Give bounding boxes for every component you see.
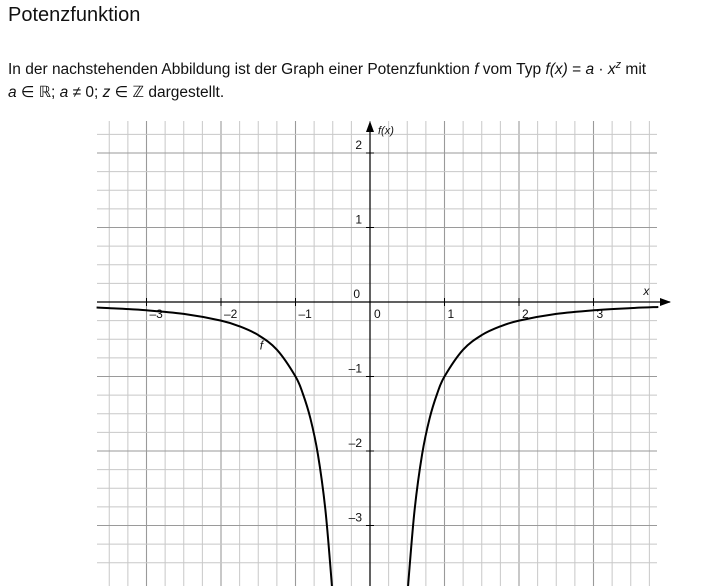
x-tick-label: –3: [149, 307, 163, 321]
page-title: Potenzfunktion: [8, 4, 141, 26]
y-tick-label: 2: [355, 138, 362, 152]
x-tick-label: –2: [224, 307, 238, 321]
y-tick-label: –3: [348, 510, 362, 525]
intro-part: =: [567, 61, 586, 79]
intro-math: z: [615, 59, 622, 71]
intro-math: f: [474, 61, 479, 79]
x-tick-label: 1: [447, 307, 455, 321]
intro-math: f(x): [545, 61, 568, 79]
y-tick-label: 1: [355, 212, 362, 227]
y-axis-label: f(x): [378, 125, 394, 137]
intro-math: x: [607, 61, 616, 79]
x-tick-label: –1: [298, 307, 312, 321]
x-axis-label: x: [643, 284, 650, 298]
intro-part: ≠ 0;: [68, 84, 103, 102]
curve-label: f: [259, 338, 264, 353]
intro-math: a: [59, 84, 69, 102]
intro-part: vom Typ: [478, 61, 546, 79]
intro-math: z: [102, 84, 111, 102]
intro-part: In der nachstehenden Abbildung ist der Graph einer Potenzfunktion: [8, 61, 475, 79]
y-axis-arrow: [366, 121, 374, 132]
intro-part: ·: [594, 61, 608, 79]
y-tick-label: –2: [348, 436, 362, 450]
x-axis-arrow: [660, 298, 671, 306]
x-tick-label: 2: [522, 307, 529, 321]
intro-part: mit: [621, 61, 647, 79]
intro-part: ∈ ℤ dargestellt.: [110, 84, 225, 102]
x-tick-label: 3: [596, 307, 604, 321]
y-tick-label: –1: [348, 361, 362, 376]
intro-part: ∈ ℝ;: [16, 84, 60, 102]
intro-math: a: [585, 61, 595, 79]
origin-label-x: 0: [374, 307, 381, 321]
intro-math: a: [8, 84, 17, 102]
origin-label-y: 0: [353, 287, 360, 301]
